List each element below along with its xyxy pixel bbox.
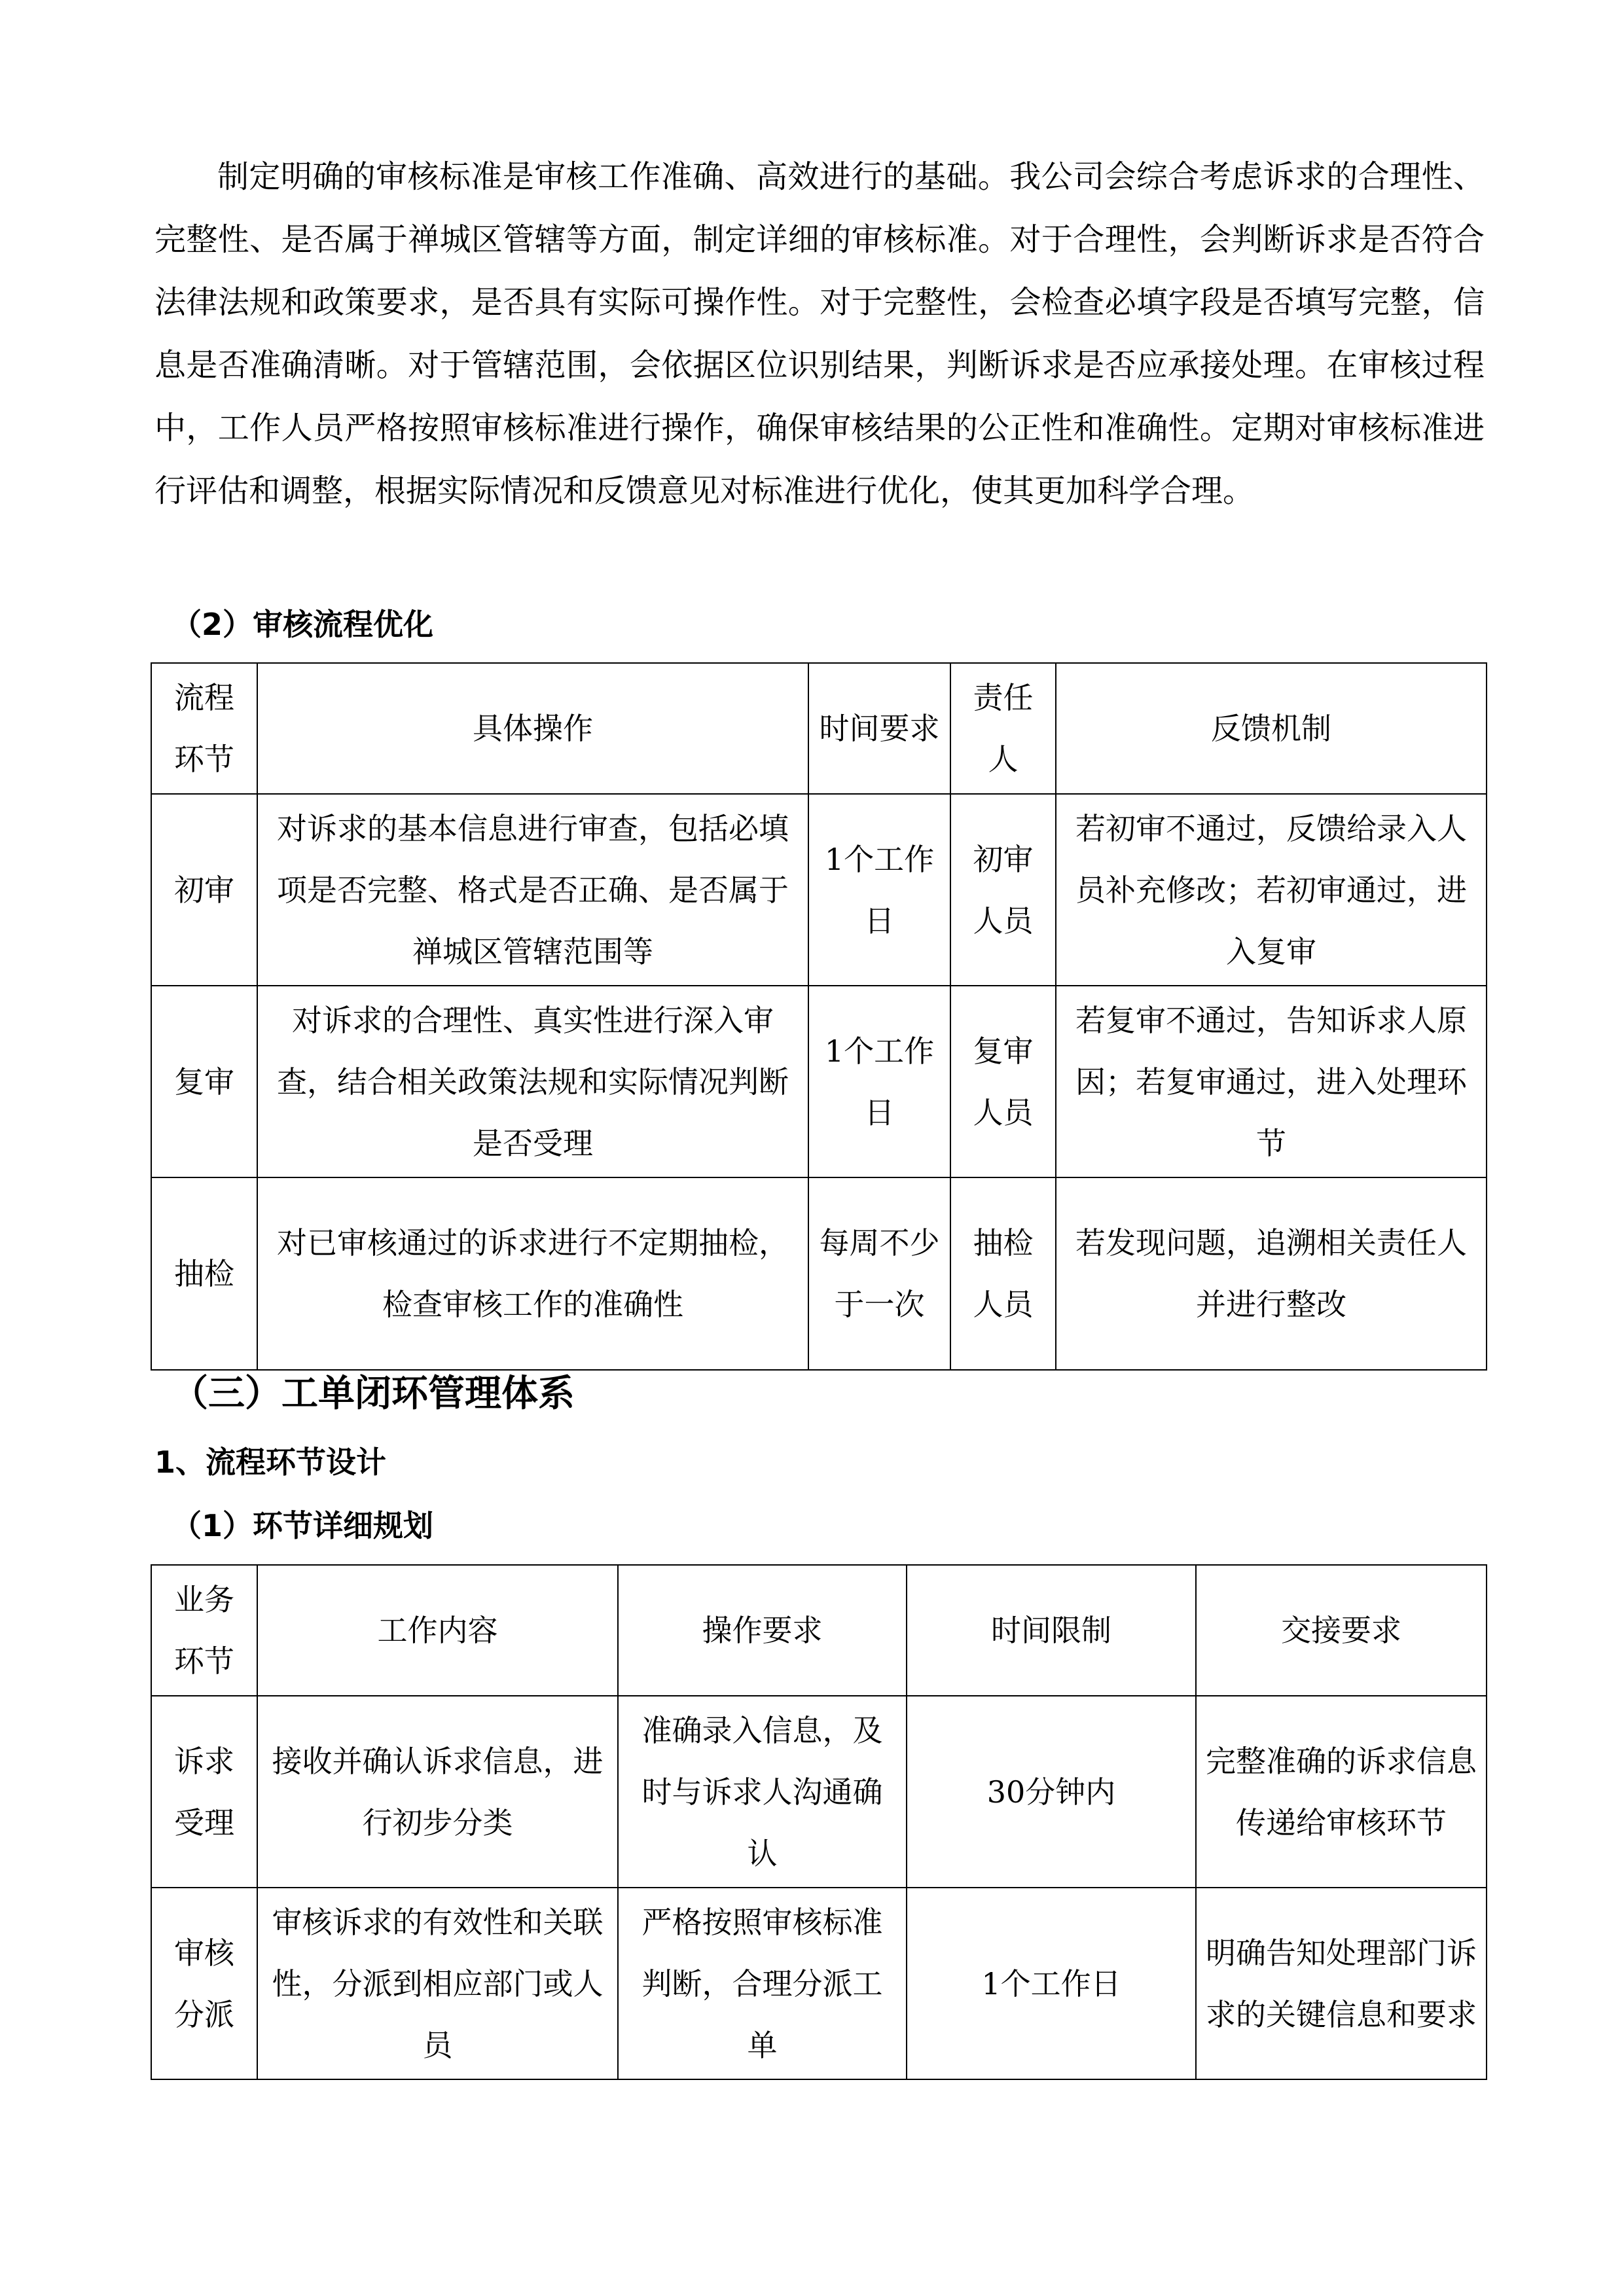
table-cell: 诉求受理 (151, 1696, 257, 1888)
table-cell: 明确告知处理部门诉求的关键信息和要求 (1196, 1888, 1487, 2079)
table-cell: 审核诉求的有效性和关联性，分派到相应部门或人员 (257, 1888, 618, 2079)
header-cell: 流程环节 (151, 663, 257, 794)
table-row (151, 1888, 1487, 2079)
header-cell: 反馈机制 (1056, 663, 1487, 794)
table-cell: 审核分派 (151, 1888, 257, 2079)
section-heading: （三）工单闭环管理体系 (171, 1372, 575, 1415)
table-row (151, 1696, 1487, 1888)
table-cell: 30分钟内 (907, 1696, 1196, 1888)
table-cell: 复审 (151, 986, 257, 1177)
table-cell: 每周不少于一次 (808, 1177, 950, 1370)
table-cell: 1个工作日 (907, 1888, 1196, 2079)
table-row (151, 1177, 1487, 1370)
header-cell: 责任人 (950, 663, 1056, 794)
table-cell: 复审人员 (950, 986, 1056, 1177)
table-cell: 抽检 (151, 1177, 257, 1370)
table-cell: 1个工作日 (808, 986, 950, 1177)
table-cell: 1个工作日 (808, 794, 950, 986)
subheading-plan: （1）环节详细规划 (171, 1508, 434, 1543)
table-row (151, 794, 1487, 986)
table-header-row (151, 663, 1487, 794)
header-cell: 业务环节 (151, 1565, 257, 1696)
table-cell: 严格按照审核标准判断，合理分派工单 (618, 1888, 907, 2079)
table-cell: 初审 (151, 794, 257, 986)
header-cell: 工作内容 (257, 1565, 618, 1696)
process-plan-table (151, 1564, 1487, 2080)
intro-paragraph: 制定明确的审核标准是审核工作准确、高效进行的基础。我公司会综合考虑诉求的合理性、完整性、是否属于禅城区管辖等方面，制定详细的审核标准。对于合理性，会判断诉求是否符合法律法规和政策要求，是否具有实际可操作性。对于完整性，会检查必填字段是否填写完整，信息是否准确清晰。对于管辖范围，会依据区位识别结果，判断诉求是否应承接处理。在审核过程中，工作人员严格按照审核标准进行操作，确保审核结果的公正性和准确性。定期对审核标准进行评估和调整，根据实际情况和反馈意见对标准进行优化，使其更加科学合理。 (154, 158, 1485, 509)
subheading-review-process: （2）审核流程优化 (171, 607, 434, 642)
table-cell: 对诉求的基本信息进行审查，包括必填项是否完整、格式是否正确、是否属于禅城区管辖范围等 (257, 794, 808, 986)
table-cell: 抽检人员 (950, 1177, 1056, 1370)
header-cell: 具体操作 (257, 663, 808, 794)
header-cell: 交接要求 (1196, 1565, 1487, 1696)
header-cell: 时间要求 (808, 663, 950, 794)
table-cell: 对诉求的合理性、真实性进行深入审查，结合相关政策法规和实际情况判断是否受理 (257, 986, 808, 1177)
header-cell: 操作要求 (618, 1565, 907, 1696)
table-cell: 若发现问题，追溯相关责任人并进行整改 (1056, 1177, 1487, 1370)
table-cell: 接收并确认诉求信息，进行初步分类 (257, 1696, 618, 1888)
table-cell: 若初审不通过，反馈给录入人员补充修改；若初审通过，进入复审 (1056, 794, 1487, 986)
table-cell: 初审人员 (950, 794, 1056, 986)
numbered-heading: 1、流程环节设计 (154, 1444, 387, 1480)
review-process-table (151, 662, 1487, 1371)
table-cell: 准确录入信息，及时与诉求人沟通确认 (618, 1696, 907, 1888)
table-cell: 完整准确的诉求信息传递给审核环节 (1196, 1696, 1487, 1888)
table-row (151, 986, 1487, 1177)
table-header-row (151, 1565, 1487, 1696)
table-cell: 对已审核通过的诉求进行不定期抽检，检查审核工作的准确性 (257, 1177, 808, 1370)
header-cell: 时间限制 (907, 1565, 1196, 1696)
table-cell: 若复审不通过，告知诉求人原因；若复审通过，进入处理环节 (1056, 986, 1487, 1177)
